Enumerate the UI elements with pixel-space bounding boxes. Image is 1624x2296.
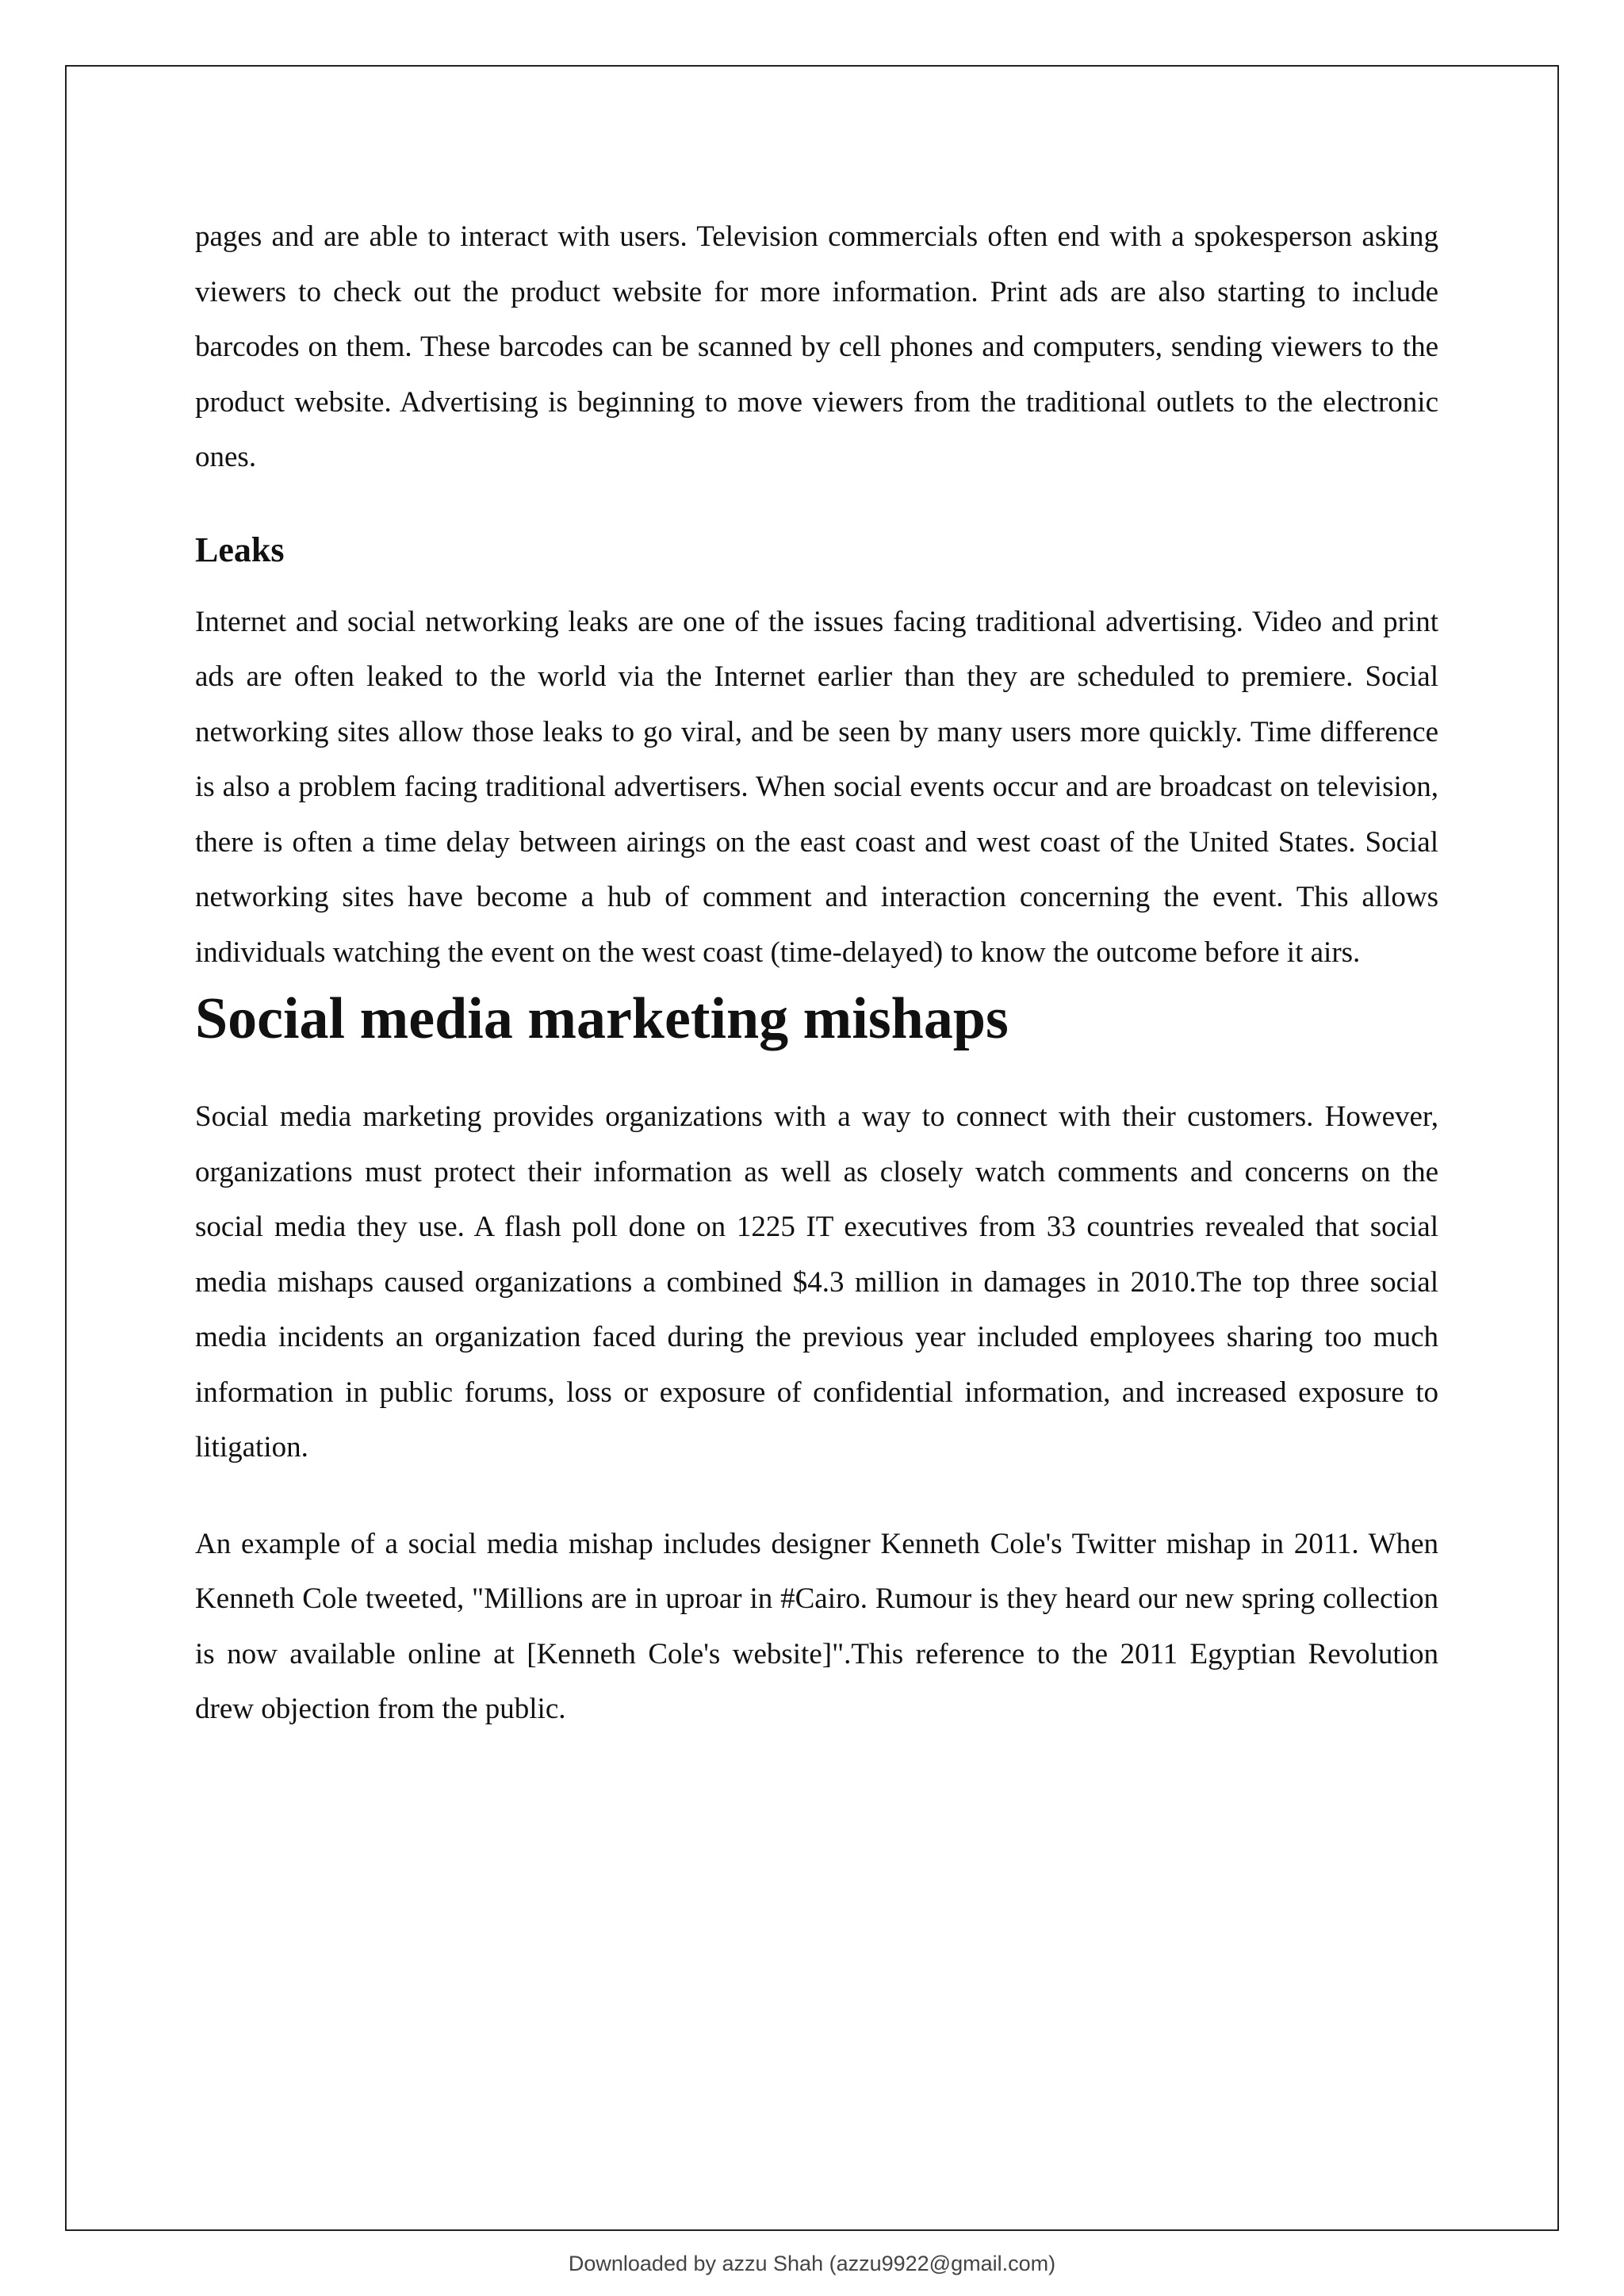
paragraph-mishaps-overview: Social media marketing provides organizations with a way to connect with their customers. However, organizations must protect their information as well as closely watch comments and concerns on the social media they use. A flash poll done on 1225 IT executives from 33 countries revealed that social media mishaps caused organizations a combined $4.3 million in damages in 2010.The top three social media incidents an organization faced during the previous year included employees sharing too much information in public forums, loss or exposure of confidential information, and increased exposure to litigation.	[195, 1100, 1438, 1464]
document-body	[195, 209, 1438, 1737]
heading-social-media-mishaps: Social media marketing mishaps	[195, 986, 1009, 1051]
paragraph-leaks: Internet and social networking leaks are one of the issues facing traditional advertising. Video and print ads are often leaked to the world via the Internet earlier than they are scheduled to premiere. Social networking sites allow those leaks to go viral, and be seen by many users more quickly. Time difference is also a problem facing traditional advertisers. When social events occur and are broadcast on television, there is often a time delay between airings on the east coast and west coast of the United States. Social networking sites have become a hub of comment and interaction concerning the event. This allows individuals watching the event on the west coast (time-delayed) to know the outcome before it airs.	[195, 605, 1438, 969]
section-heading-leaks: Leaks	[195, 530, 285, 569]
download-footer: Downloaded by azzu Shah (azzu9922@gmail.com)	[568, 2252, 1056, 2275]
paragraph-advertising: pages and are able to interact with users. Television commercials often end with a spokesperson asking viewers to check out the product website for more information. Print ads are also starting to include barcodes on them. These barcodes can be scanned by cell phones and computers, sending viewers to the product website. Advertising is beginning to move viewers from the traditional outlets to the electronic ones.	[195, 220, 1438, 473]
paragraph-kenneth-cole-example: An example of a social media mishap includes designer Kenneth Cole's Twitter mishap in 2011. When Kenneth Cole tweeted, "Millions are in uproar in #Cairo. Rumour is they heard our new spring collection is now available online at [Kenneth Cole's website]".This reference to the 2011 Egyptian Revolution drew objection from the public.	[195, 1527, 1438, 1725]
